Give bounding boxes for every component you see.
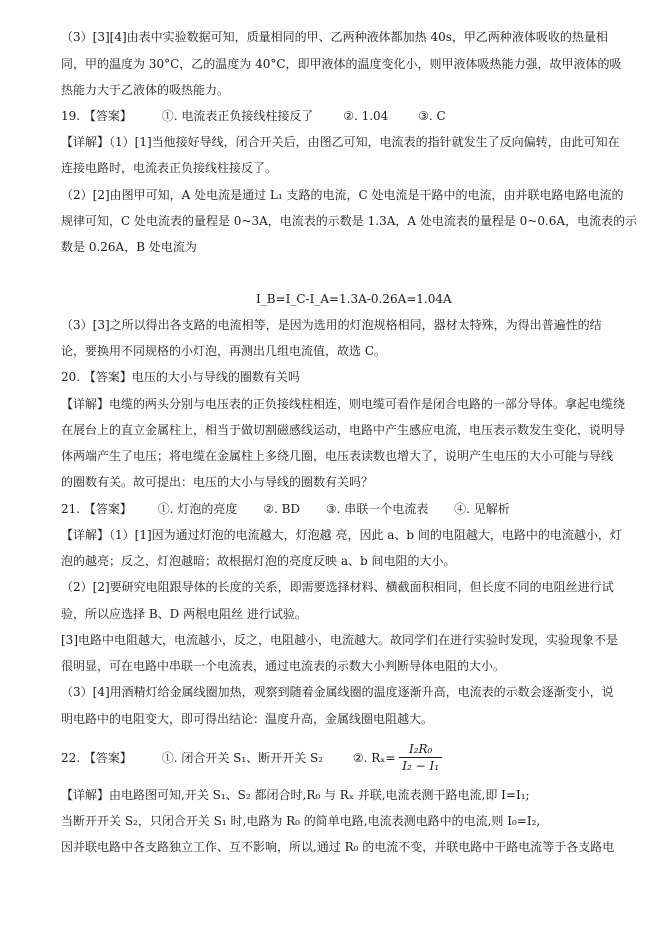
answer-line-q21 — [61, 502, 510, 516]
text-line: 论，要换用不同规格的小灯泡，再测出几组电流值，故选 C。 — [61, 344, 386, 358]
text-line: （3）[3]之所以得出各支路的电流相等，是因为选用的灯泡规格相同，器材太特殊，为得出普遍性的结 — [61, 318, 602, 332]
text-line: 体两端产生了电压；将电缆在金属柱上多绕几圈，电压表读数也增大了，说明产生电压的大小可能与导线 — [61, 449, 614, 463]
fraction-denominator: I₂ − I₁ — [402, 759, 440, 773]
text-line: 【详解】电缆的两头分别与电压表的正负接线柱相连，则电缆可看作是闭合电路的一部分导体。拿起电缆绕 — [61, 397, 626, 411]
text-line: 泡的越亮；反之，灯泡越暗；故根据灯泡的亮度反映 a、b 间电阻的大小。 — [61, 554, 456, 568]
answer-line-q22 — [61, 742, 442, 773]
text-line: [3]电路中电阻越大，电流越小，反之，电阻越小，电流越大。故同学们在进行实验时发现，实验现象不是 — [61, 633, 619, 647]
text-line: 因并联电路中各支路独立工作、互不影响，所以,通过 R₀ 的电流不变，并联电路中干路电流等于各支路电 — [61, 840, 615, 854]
question-19-heading: 19. 【答案】 — [61, 109, 132, 123]
q22-answer-1: ①. 闭合开关 S₁、断开开关 S₂ — [161, 751, 324, 765]
text-line: 的圈数有关。故可提出：电压的大小与导线的圈数有关吗？ — [61, 475, 374, 489]
text-line: 验，所以应选择 B、D 两根电阻丝 进行试验。 — [61, 607, 307, 621]
text-line: 【详解】由电路图可知,开关 S₁、S₂ 都闭合时,R₀ 与 Rₓ 并联,电流表测干路电流,即 I=I₁; — [61, 788, 530, 802]
text-line: （2）[2]由图甲可知，A 处电流是通过 L₁ 支路的电流，C 处电流是干路中的电流，由并联电路电路电流的 — [61, 188, 624, 202]
q21-answer-3: ③. 串联一个电流表 — [325, 502, 429, 516]
equation-q19: I_B=I_C-I_A=1.3A-0.26A=1.04A — [256, 292, 452, 306]
text-line: 数是 0.26A，B 处电流为 — [61, 240, 197, 254]
text-line: 20. 【答案】电压的大小与导线的圈数有关吗 — [61, 370, 300, 384]
text-line: 连接电路时，电流表正负接线柱接反了。 — [61, 161, 278, 175]
question-21-heading: 21. 【答案】 — [61, 502, 132, 516]
text-line: 明电路中的电阻变大，即可得出结论：温度升高，金属线圈电阻越大。 — [61, 712, 434, 726]
q21-answer-4: ④. 见解析 — [454, 502, 510, 516]
q21-answer-2: ②. BD — [263, 502, 301, 516]
text-line: 热能力大于乙液体的吸热能力。 — [61, 83, 230, 97]
text-line: 很明显，可在电路中串联一个电流表，通过电流表的示数大小判断导体电阻的大小。 — [61, 659, 506, 673]
q22-fraction — [399, 742, 442, 773]
text-line: （3）[3][4]由表中实验数据可知，质量相同的甲、乙两种液体都加热 40s，甲乙两种液体吸收的热量相 — [61, 30, 608, 44]
q19-answer-2: ②. 1.04 — [343, 109, 389, 123]
fraction-numerator: I₂R₀ — [399, 742, 442, 758]
question-22-heading: 22. 【答案】 — [61, 751, 132, 765]
text-line: 在展台上的直立金属柱上，相当于做切割磁感线运动，电路中产生感应电流，电压表示数发生变化，说明导 — [61, 423, 626, 437]
answer-line-q19 — [61, 109, 446, 123]
text-line: （2）[2]要研究电阻跟导体的长度的关系，即需要选择材料、横截面积相同，但长度不同的电阻丝进行试 — [61, 580, 614, 594]
text-line: 当断开开关 S₂，只闭合开关 S₁ 时,电路为 R₀ 的简单电路,电流表测电路中的电流,则 I₀=I₂, — [61, 814, 541, 828]
q21-answer-1: ①. 灯泡的亮度 — [157, 502, 238, 516]
q19-answer-3: ③. C — [418, 109, 446, 123]
text-line: 【详解】（1）[1]因为通过灯泡的电流越大，灯泡越 亮，因此 a、b 间的电阻越大，电路中的电流越小，灯 — [61, 528, 622, 542]
text-line: 【详解】（1）[1]当他接好导线，闭合开关后，由图乙可知，电流表的指针就发生了反向偏转，由此可知在 — [61, 135, 620, 149]
text-line: 同，甲的温度为 30°C，乙的温度为 40°C，即甲液体的温度变化小，则甲液体吸热能力强，故甲液体的吸 — [61, 57, 622, 71]
q22-answer-2-label: ②. Rₓ= — [352, 750, 396, 765]
text-line: （3）[4]用酒精灯给金属线圈加热，观察到随着金属线圈的温度逐渐升高，电流表的示数会逐渐变小，说 — [61, 685, 614, 699]
text-line: 规律可知，C 处电流表的量程是 0~3A，电流表的示数是 1.3A，A 处电流表的量程是 0~0.6A，电流表的示 — [61, 214, 638, 228]
q19-answer-1: ①. 电流表正负接线柱接反了 — [161, 109, 314, 123]
